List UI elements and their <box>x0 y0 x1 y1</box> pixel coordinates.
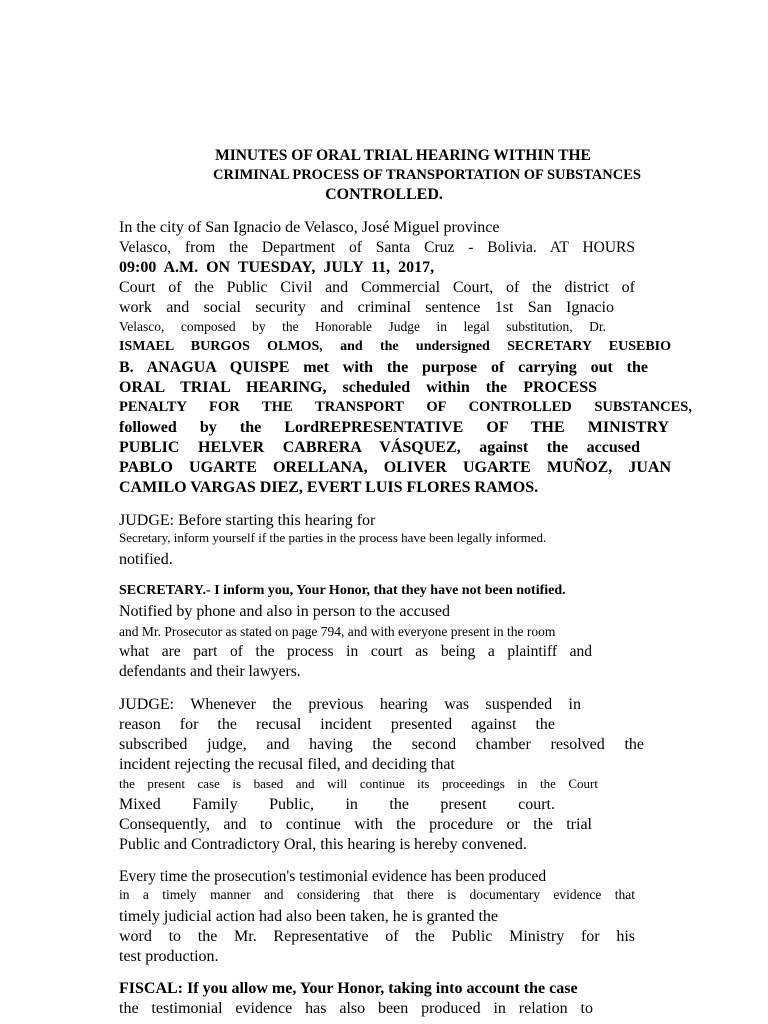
paragraph-5-line: in a timely manner and considering that there is documentary evidence that <box>119 887 635 902</box>
paragraph-3-line: what are part of the process in court as being a plaintiff and <box>119 643 592 660</box>
paragraph-5-line: test production. <box>119 948 219 965</box>
paragraph-1-line: B. ANAGUA QUISPE met with the purpose of carrying out the <box>119 359 648 376</box>
paragraph-5-line: Every time the prosecution's testimonial evidence has been produced <box>119 868 547 885</box>
title-line-2: CRIMINAL PROCESS OF TRANSPORTATION OF SUBSTANCES <box>213 167 641 183</box>
paragraph-1-line: CAMILO VARGAS DIEZ, EVERT LUIS FLORES RAMOS. <box>119 479 539 496</box>
paragraph-1-line: Velasco, from the Department of Santa Cruz - Bolivia. AT HOURS <box>119 239 635 256</box>
paragraph-1-line: Court of the Public Civil and Commercial Court, of the district of <box>119 279 635 296</box>
paragraph-1-line: PUBLIC HELVER CABRERA VÁSQUEZ, against the accused <box>119 439 640 456</box>
paragraph-1-line: work and social security and criminal sentence 1st San Ignacio <box>119 299 614 316</box>
paragraph-1-line: PENALTY FOR THE TRANSPORT OF CONTROLLED SUBSTANCES, <box>119 399 692 415</box>
paragraph-4-line: reason for the recusal incident presented against the <box>119 716 555 733</box>
paragraph-4-line: Public and Contradictory Oral, this hearing is hereby convened. <box>119 836 527 853</box>
title-line-3: CONTROLLED. <box>325 186 443 203</box>
paragraph-4-line: Mixed Family Public, in the present court. <box>119 796 555 813</box>
paragraph-5-line: word to the Mr. Representative of the Public Ministry for his <box>119 928 635 945</box>
paragraph-3-line: defendants and their lawyers. <box>119 663 301 680</box>
paragraph-1-line: followed by the LordREPRESENTATIVE OF THE MINISTRY <box>119 419 669 436</box>
paragraph-3-line: SECRETARY.- I inform you, Your Honor, that they have not been notified. <box>119 583 566 598</box>
paragraph-5-line: timely judicial action had also been taken, he is granted the <box>119 908 498 925</box>
paragraph-4-line: subscribed judge, and having the second chamber resolved the <box>119 736 644 753</box>
paragraph-3-line: and Mr. Prosecutor as stated on page 794, and with everyone present in the room <box>119 624 556 639</box>
paragraph-1-line: Velasco, composed by the Honorable Judge in legal substitution, Dr. <box>119 319 606 334</box>
paragraph-2-line: notified. <box>119 551 173 568</box>
paragraph-4-line: JUDGE: Whenever the previous hearing was suspended in <box>119 696 581 713</box>
paragraph-1-line: In the city of San Ignacio de Velasco, José Miguel province <box>119 219 500 236</box>
paragraph-4-line: the present case is based and will continue its proceedings in the Court <box>119 776 598 791</box>
paragraph-1-line: 09:00 A.M. ON TUESDAY, JULY 11, 2017, <box>119 259 435 276</box>
title-line-1: MINUTES OF ORAL TRIAL HEARING WITHIN THE <box>215 147 591 164</box>
paragraph-4-line: Consequently, and to continue with the procedure or the trial <box>119 816 592 833</box>
paragraph-3-line: Notified by phone and also in person to the accused <box>119 603 451 620</box>
paragraph-6-line: the testimonial evidence has also been produced in relation to <box>119 1000 593 1017</box>
paragraph-2-line: Secretary, inform yourself if the parties in the process have been legally informed. <box>119 530 547 545</box>
paragraph-1-line: ORAL TRIAL HEARING, scheduled within the PROCESS <box>119 379 597 396</box>
paragraph-4-line: incident rejecting the recusal filed, and deciding that <box>119 756 455 773</box>
paragraph-2-line: JUDGE: Before starting this hearing for <box>119 512 376 529</box>
paragraph-1-line: PABLO UGARTE ORELLANA, OLIVER UGARTE MUÑOZ, JUAN <box>119 459 671 476</box>
paragraph-1-line: ISMAEL BURGOS OLMOS, and the undersigned SECRETARY EUSEBIO <box>119 339 671 354</box>
paragraph-6-line: FISCAL: If you allow me, Your Honor, taking into account the case <box>119 980 578 997</box>
